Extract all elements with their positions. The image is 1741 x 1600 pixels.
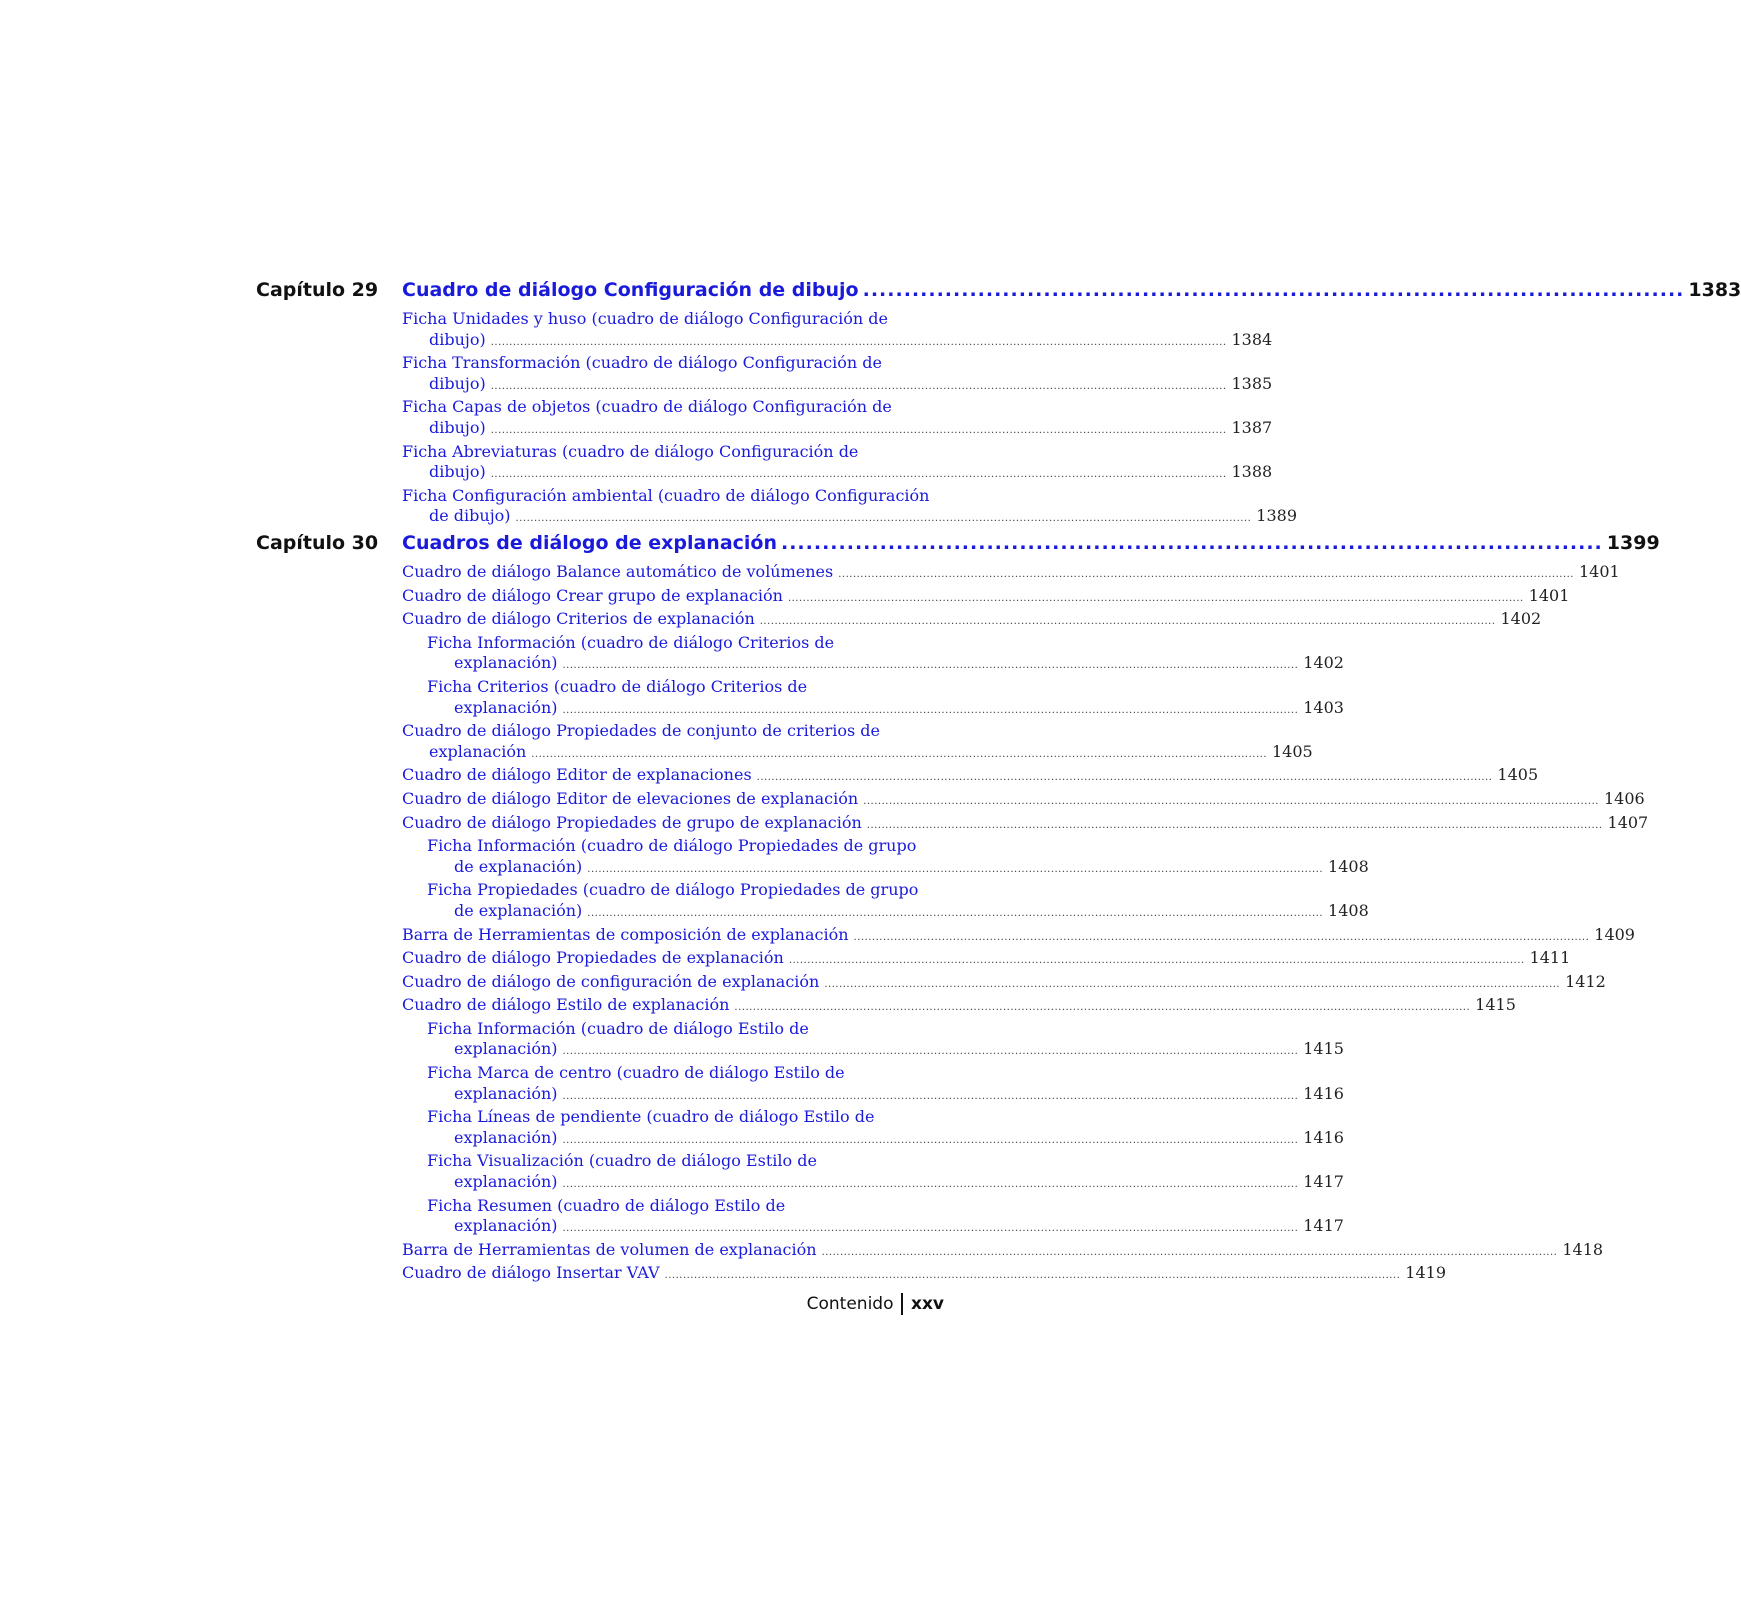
dot-leader: ........................................................................................................................................................................................................ <box>562 1223 1299 1235</box>
toc-entry-link[interactable] <box>402 788 1645 813</box>
toc-entry-link[interactable] <box>402 995 1516 1019</box>
toc-entry-text: Ficha Abreviaturas (cuadro de diálogo Configuración de <box>402 441 859 461</box>
toc-entry-link[interactable] <box>427 676 1344 721</box>
toc-entry-page-number: 1406 <box>1603 788 1645 808</box>
toc-entry-page-number: 1416 <box>1303 1127 1344 1147</box>
toc-entry-row <box>402 995 1516 1019</box>
toc-entry-page-number: 1408 <box>1328 856 1369 876</box>
chapter-page-number: 1383 <box>1688 279 1741 301</box>
toc-entry-link[interactable] <box>427 1195 1344 1240</box>
toc-entry-text: Ficha Resumen (cuadro de diálogo Estilo de <box>427 1195 786 1215</box>
toc-entry-link[interactable] <box>427 1063 1344 1107</box>
toc-entry-row <box>402 924 1635 949</box>
dot-leader: ........................................................................................................................................................................................................ <box>756 772 1493 784</box>
toc-entry-link[interactable] <box>427 1107 1344 1151</box>
dot-leader: ........................................................................................................................................................................................................ <box>490 424 1227 436</box>
dot-leader: ........................................................................................................................................................................................................ <box>490 380 1227 392</box>
toc-entry-row <box>427 653 1344 677</box>
toc-entry-page-number: 1388 <box>1231 462 1273 482</box>
toc-entry-row <box>427 697 1344 722</box>
toc-entry-row <box>402 948 1571 972</box>
toc-entry-row <box>402 417 1273 442</box>
toc-entry-link[interactable] <box>402 485 1298 530</box>
toc-entry-page-number: 1401 <box>1578 562 1620 581</box>
toc-entry-row <box>402 741 1313 766</box>
chapter-30 <box>256 532 1660 1287</box>
toc-entry-page-number: 1415 <box>1475 995 1516 1015</box>
toc-entry-text: Ficha Unidades y huso (cuadro de diálogo Configuración de <box>402 309 888 328</box>
toc-entry-link[interactable] <box>402 609 1542 633</box>
toc-entry-page-number: 1417 <box>1303 1216 1344 1236</box>
toc-entry-text: Cuadro de diálogo Editor de explanaciones <box>402 765 752 785</box>
toc-entry-text-continued: explanación) <box>454 697 558 717</box>
toc-entry-text: Barra de Herramientas de volumen de explanación <box>402 1239 817 1259</box>
chapter-heading <box>256 279 1741 309</box>
toc-entry-row <box>402 812 1649 837</box>
dot-leader: ........................................................................................................................................................................................................ <box>531 748 1267 760</box>
toc-entries <box>402 309 1298 530</box>
toc-entry-link[interactable] <box>427 836 1369 880</box>
chapter-title-link[interactable] <box>402 279 1741 301</box>
toc-entry-text: Cuadro de diálogo Estilo de explanación <box>402 995 730 1015</box>
toc-entry-text-continued: dibujo) <box>429 329 486 349</box>
toc-entry-text: Cuadro de diálogo Balance automático de volúmenes <box>402 562 834 581</box>
toc-entry-text-continued: de dibujo) <box>429 506 511 526</box>
dot-leader: ........................................................................................................................................................................................................ <box>562 1134 1299 1146</box>
toc-entry-page-number: 1415 <box>1303 1039 1344 1059</box>
toc-entry-row <box>402 462 1273 486</box>
toc-entry-row <box>427 1127 1344 1152</box>
toc-entry-text: Cuadro de diálogo Propiedades de conjunto de criterios de <box>402 721 881 741</box>
dot-leader: ........................................................................................................................................................................................................ <box>562 704 1299 716</box>
toc-entry-text-continued: de explanación) <box>454 856 583 876</box>
dot-leader: ........................................................................................................................................................................................................ <box>562 660 1299 672</box>
dot-leader: ........................................................................................................................................................................................................ <box>587 863 1324 875</box>
toc-entry-row <box>427 856 1369 881</box>
toc-entry-text: Ficha Transformación (cuadro de diálogo Configuración de <box>402 353 882 373</box>
toc-entry-page-number: 1407 <box>1607 812 1649 832</box>
dot-leader: ........................................................................................................................................................................................................ <box>562 1046 1299 1058</box>
chapter-29 <box>256 279 1741 530</box>
toc-entry-row <box>402 1263 1447 1287</box>
toc-entries <box>402 562 1649 1287</box>
toc-entry-text-continued: explanación) <box>454 653 558 673</box>
toc-entry-text: Ficha Información (cuadro de diálogo Propiedades de grupo <box>427 836 917 856</box>
dot-leader: ........................................................................................................................................................................................................ <box>490 336 1227 348</box>
toc-entry-page-number: 1412 <box>1565 971 1606 991</box>
toc-entry-row <box>402 506 1298 530</box>
toc-entry-page-number: 1384 <box>1231 329 1273 349</box>
footer-divider <box>901 1293 903 1315</box>
dot-leader: ........................................................................................................................................................................................................ <box>515 513 1252 525</box>
toc-entry-row <box>427 1172 1344 1196</box>
toc-entry-text: Cuadro de diálogo Propiedades de explanación <box>402 948 784 968</box>
toc-entry-link[interactable] <box>402 562 1620 586</box>
toc-entry-page-number: 1411 <box>1529 948 1571 968</box>
toc-entry-text: Ficha Información (cuadro de diálogo Estilo de <box>427 1018 809 1038</box>
toc-entry-text: Cuadro de diálogo Insertar VAV <box>402 1263 660 1283</box>
dot-leader: ........................................................................................................................................................................................................ <box>587 907 1324 919</box>
dot-leader: ........................................................................................................................................................................................................ <box>821 1246 1558 1258</box>
toc-entry-text: Barra de Herramientas de composición de explanación <box>402 924 849 944</box>
toc-entry-page-number: 1385 <box>1231 373 1273 393</box>
toc-entry-text: Ficha Criterios (cuadro de diálogo Criterios de <box>427 676 808 696</box>
toc-entry-text: Cuadro de diálogo Criterios de explanación <box>402 609 755 629</box>
toc-entry-page-number: 1409 <box>1594 924 1635 944</box>
dot-leader: .................................................................................................... <box>862 279 1685 301</box>
toc-entry-text: Ficha Capas de objetos (cuadro de diálogo Configuración de <box>402 397 892 417</box>
dot-leader: ........................................................................................................................................................................................................ <box>824 978 1561 990</box>
dot-leader: ........................................................................................................................................................................................................ <box>759 616 1496 628</box>
chapter-label: Capítulo 30 <box>256 532 379 554</box>
toc-entry-link[interactable] <box>402 353 1273 397</box>
toc-entry-text-continued: explanación) <box>454 1216 558 1236</box>
dot-leader: ........................................................................................................................................................................................................ <box>664 1270 1401 1282</box>
dot-leader: ........................................................................................................................................................................................................ <box>562 1179 1299 1191</box>
footer-section-label: Contenido <box>806 1294 894 1314</box>
footer-page-number: xxv <box>910 1294 944 1314</box>
toc-entry-text-continued: explanación) <box>454 1083 558 1103</box>
toc-entry-page-number: 1419 <box>1405 1263 1447 1283</box>
toc-entry-text-continued: explanación) <box>454 1172 558 1192</box>
toc-entry-row <box>427 1039 1344 1063</box>
toc-entry-text: Cuadro de diálogo Crear grupo de explanación <box>402 585 783 605</box>
toc-entry-link[interactable] <box>402 721 1313 765</box>
toc-entry-row <box>427 900 1369 925</box>
toc-entry-page-number: 1417 <box>1303 1172 1344 1192</box>
toc-entry-row <box>402 788 1645 813</box>
toc-entry-link[interactable] <box>427 1151 1344 1195</box>
toc-entry-link[interactable] <box>402 924 1635 949</box>
toc-entry-page-number: 1416 <box>1303 1083 1344 1103</box>
toc-entry-row <box>402 373 1273 398</box>
toc-entry-row <box>402 1239 1604 1264</box>
toc-entry-text-continued: explanación <box>429 741 527 761</box>
dot-leader: ........................................................................................................................................................................................................ <box>866 819 1603 831</box>
dot-leader: ........................................................................................................................................................................................................ <box>490 469 1227 481</box>
toc-entry-row <box>427 1083 1344 1108</box>
toc-entry-text: Cuadro de diálogo Propiedades de grupo de explanación <box>402 812 862 832</box>
toc-entry-link[interactable] <box>427 880 1369 924</box>
toc-entry-link[interactable] <box>402 397 1273 441</box>
toc-entry-row <box>402 562 1620 586</box>
toc-entry-page-number: 1402 <box>1303 653 1344 673</box>
toc-entry-text-continued: dibujo) <box>429 373 486 393</box>
toc-entry-row <box>402 585 1570 610</box>
dot-leader: ........................................................................................................................................................................................................ <box>787 592 1524 604</box>
chapter-label: Capítulo 29 <box>256 279 379 301</box>
chapter-title: Cuadro de diálogo Configuración de dibujo <box>402 279 859 301</box>
chapter-page-number: 1399 <box>1606 532 1660 554</box>
toc-entry-link[interactable] <box>402 812 1649 837</box>
toc-entry-link[interactable] <box>402 441 1273 486</box>
toc-entry-link[interactable] <box>402 1239 1604 1264</box>
toc-entry-page-number: 1403 <box>1303 697 1344 717</box>
toc-entry-row <box>402 765 1539 789</box>
toc-entry-text: Ficha Líneas de pendiente (cuadro de diálogo Estilo de <box>427 1107 875 1127</box>
toc-entry-page-number: 1405 <box>1497 765 1539 785</box>
toc-entry-link[interactable] <box>402 1263 1447 1287</box>
chapter-title-link[interactable] <box>402 532 1660 554</box>
toc-entry-link[interactable] <box>427 632 1344 677</box>
toc-entry-text-continued: dibujo) <box>429 462 486 482</box>
toc-entry-page-number: 1418 <box>1562 1239 1604 1259</box>
toc-entry-text-continued: de explanación) <box>454 900 583 920</box>
dot-leader: ........................................................................................................................................................................................................ <box>734 1002 1471 1014</box>
toc-entry-text: Ficha Marca de centro (cuadro de diálogo Estilo de <box>427 1063 845 1083</box>
toc-entry-text: Ficha Propiedades (cuadro de diálogo Propiedades de grupo <box>427 880 919 900</box>
toc-entry-link[interactable] <box>402 585 1570 610</box>
toc-entry-text: Ficha Información (cuadro de diálogo Criterios de <box>427 632 835 652</box>
toc-entry-text: Cuadro de diálogo Editor de elevaciones de explanación <box>402 788 859 808</box>
toc-entry-text-continued: explanación) <box>454 1039 558 1059</box>
dot-leader: ........................................................................................................................................................................................................ <box>562 1090 1299 1102</box>
toc-entry-page-number: 1402 <box>1500 609 1542 629</box>
toc-entry-link[interactable] <box>402 948 1571 972</box>
toc-entry-link[interactable] <box>402 765 1539 789</box>
toc-entry-text: Ficha Visualización (cuadro de diálogo Estilo de <box>427 1151 817 1171</box>
dot-leader: .................................................................................................... <box>781 532 1603 554</box>
dot-leader: ........................................................................................................................................................................................................ <box>863 795 1599 807</box>
toc-entry-text-continued: explanación) <box>454 1127 558 1147</box>
toc-entry-row <box>402 329 1273 354</box>
toc-entry-row <box>402 609 1542 633</box>
dot-leader: ........................................................................................................................................................................................................ <box>788 955 1525 967</box>
toc-entry-page-number: 1408 <box>1328 900 1369 920</box>
toc-entry-link[interactable] <box>402 309 1273 353</box>
toc-entry-text: Ficha Configuración ambiental (cuadro de diálogo Configuración <box>402 485 930 505</box>
toc-entry-row <box>427 1216 1344 1240</box>
toc-entry-text: Cuadro de diálogo de configuración de explanación <box>402 971 820 991</box>
toc-entry-link[interactable] <box>427 1018 1344 1063</box>
toc-entry-page-number: 1401 <box>1528 585 1570 605</box>
toc-entry-text-continued: dibujo) <box>429 417 486 437</box>
toc-entry-row <box>402 971 1606 996</box>
dot-leader: ........................................................................................................................................................................................................ <box>853 931 1590 943</box>
page-footer <box>807 1293 944 1315</box>
toc-entry-page-number: 1387 <box>1231 417 1273 437</box>
chapter-title: Cuadros de diálogo de explanación <box>402 532 777 554</box>
toc-entry-page-number: 1389 <box>1256 506 1298 526</box>
chapter-heading <box>256 532 1660 562</box>
toc-entry-link[interactable] <box>402 971 1606 996</box>
dot-leader: ........................................................................................................................................................................................................ <box>838 569 1574 580</box>
toc-entry-page-number: 1405 <box>1272 741 1313 761</box>
